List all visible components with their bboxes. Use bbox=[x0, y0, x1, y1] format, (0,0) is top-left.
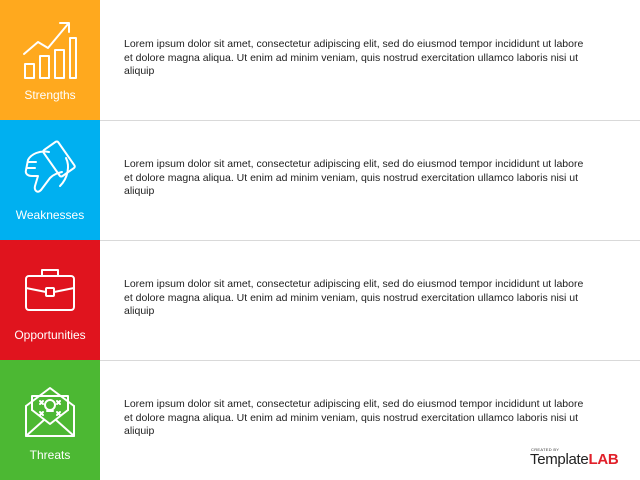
growth-chart-icon bbox=[22, 20, 78, 82]
logo-created-by: CREATED BY bbox=[531, 447, 560, 452]
thumbs-down-icon bbox=[22, 140, 78, 202]
briefcase-icon bbox=[22, 260, 78, 322]
tile-label: Threats bbox=[29, 448, 71, 462]
threats-tile bbox=[0, 360, 100, 480]
tile-label: Strengths bbox=[24, 88, 76, 102]
opportunities-tile bbox=[0, 240, 100, 360]
row-description: Lorem ipsum dolor sit amet, consectetur adipiscing elit, sed do eiusmod tempor incididunt ut labore et dolore magna aliqua. Ut enim ad minim veniam, quis nostrud exercitation ullamco laboris nisi ut aliquip bbox=[124, 398, 584, 438]
swot-row-strengths bbox=[0, 0, 640, 120]
row-description: Lorem ipsum dolor sit amet, consectetur adipiscing elit, sed do eiusmod tempor incididunt ut labore et dolore magna aliqua. Ut enim ad minim veniam, quis nostrud exercitation ullamco laboris nisi ut aliquip bbox=[124, 158, 584, 198]
warning-envelope-icon bbox=[22, 380, 78, 442]
templatelab-logo bbox=[528, 448, 620, 470]
logo-wordmark-part1: Template bbox=[530, 451, 589, 468]
logo-wordmark-part2: LAB bbox=[588, 451, 619, 468]
tile-label: Opportunities bbox=[14, 328, 86, 342]
row-description: Lorem ipsum dolor sit amet, consectetur adipiscing elit, sed do eiusmod tempor incididunt ut labore et dolore magna aliqua. Ut enim ad minim veniam, quis nostrud exercitation ullamco laboris nisi ut aliquip bbox=[124, 38, 584, 78]
strengths-tile bbox=[0, 0, 100, 120]
logo-wordmark bbox=[530, 452, 618, 468]
swot-row-opportunities bbox=[0, 240, 640, 360]
weaknesses-tile bbox=[0, 120, 100, 240]
row-description: Lorem ipsum dolor sit amet, consectetur adipiscing elit, sed do eiusmod tempor incididunt ut labore et dolore magna aliqua. Ut enim ad minim veniam, quis nostrud exercitation ullamco laboris nisi ut aliquip bbox=[124, 278, 584, 318]
swot-row-weaknesses bbox=[0, 120, 640, 240]
tile-label: Weaknesses bbox=[15, 208, 85, 222]
